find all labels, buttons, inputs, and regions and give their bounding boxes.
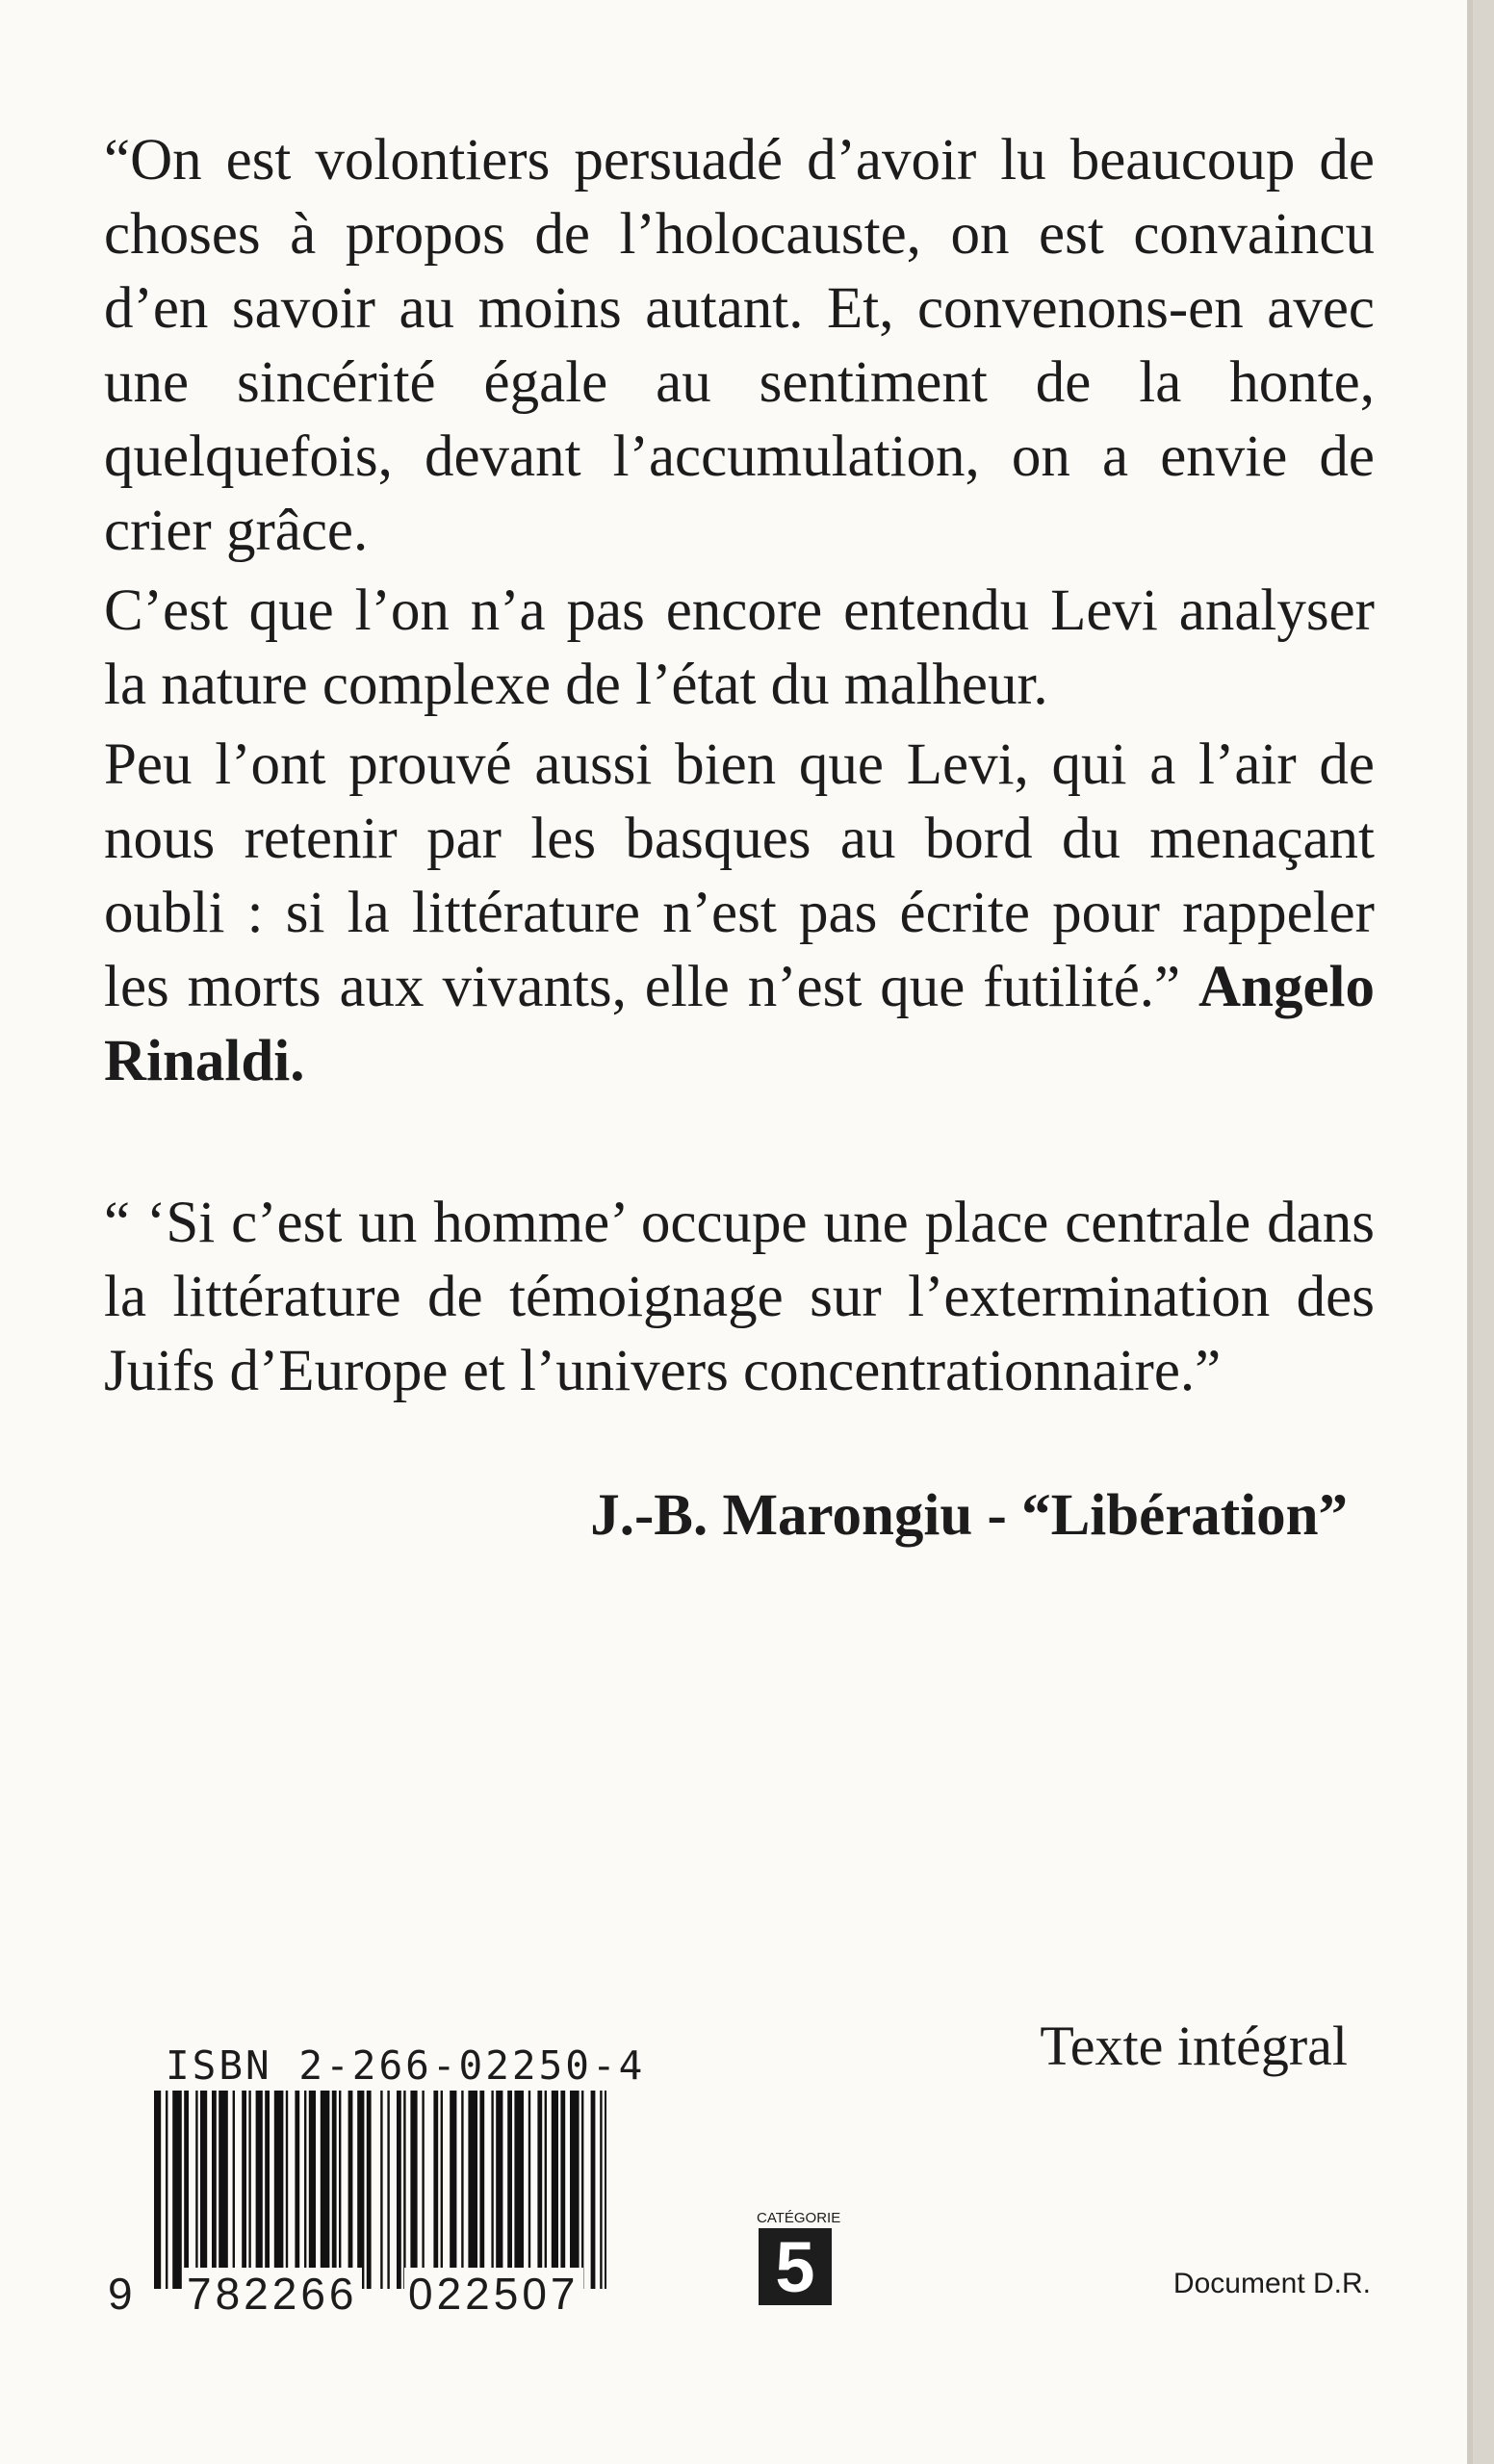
barcode-bar (605, 2091, 606, 2289)
ean-first-digit: 9 (108, 2269, 137, 2319)
barcode-bar (348, 2091, 353, 2289)
barcode-bar (496, 2091, 502, 2289)
barcode-bar (422, 2091, 424, 2289)
barcode-bar (172, 2091, 182, 2289)
liberation-attribution: J.-B. Marongiu - “Libération” (590, 1483, 1348, 1548)
barcode-bar (491, 2091, 493, 2289)
barcode-bar (581, 2091, 583, 2289)
barcode-bar (212, 2091, 217, 2289)
barcode-bar (461, 2091, 463, 2289)
barcode-bar (286, 2091, 288, 2289)
quote-paragraph-3 (104, 728, 1375, 1098)
barcode-bar (304, 2091, 306, 2289)
barcode-bar (184, 2091, 189, 2289)
photo-credit: Document D.R. (1172, 2268, 1371, 2299)
category-label: CATÉGORIE (757, 2210, 841, 2226)
barcode-bar (321, 2091, 330, 2289)
barcode-bar (514, 2091, 524, 2289)
barcode-bar (339, 2091, 341, 2289)
barcode-bar (479, 2091, 484, 2289)
barcode-bar (433, 2091, 438, 2289)
barcode-bar (256, 2091, 263, 2289)
texte-integral-label: Texte intégral (1040, 2015, 1348, 2077)
barcode-bar (450, 2091, 456, 2289)
liberation-quote (104, 1186, 1375, 1414)
barcode-bar (570, 2091, 580, 2289)
barcode-bar (507, 2091, 512, 2289)
barcode-bar (248, 2091, 250, 2289)
barcode-bar (403, 2091, 405, 2289)
barcode-bar (410, 2091, 417, 2289)
category-number: 5 (759, 2228, 832, 2305)
barcode-bar (600, 2091, 602, 2289)
barcode-bar (367, 2091, 372, 2289)
barcode-bar (591, 2091, 596, 2289)
barcode-bar (166, 2091, 167, 2289)
barcode-bar (552, 2091, 558, 2289)
barcode-bar (387, 2091, 389, 2289)
barcode-bar (195, 2091, 197, 2289)
quote-author: Angelo Rinaldi. (104, 955, 1375, 1093)
barcode-bar (242, 2091, 246, 2289)
barcode-bar (309, 2091, 316, 2289)
barcode-bar (295, 2091, 299, 2289)
isbn-number: ISBN 2-266-02250-4 (166, 2042, 646, 2089)
category-badge (757, 2210, 841, 2307)
quote-paragraph-1: “On est volontiers persuadé d’avoir lu beaucoup de choses à propos de l’holocauste, on est convaincu d’en savoir au moins autant. Et, convenons-en avec une sincérité égale au sentiment de la honte, quelquefois, devant l’accumulation, on a envie de crier grâce. (104, 128, 1375, 563)
barcode-bar (154, 2091, 161, 2289)
barcode-bar (332, 2091, 337, 2289)
barcode-bar (219, 2091, 228, 2289)
barcode-bar (265, 2091, 270, 2289)
barcode-bar (537, 2091, 542, 2289)
barcode-bar (560, 2091, 565, 2289)
barcode-bar (528, 2091, 530, 2289)
barcode-bar (380, 2091, 382, 2289)
barcode-bar (233, 2091, 235, 2289)
barcode-icon (154, 2091, 606, 2289)
barcode-bar (545, 2091, 547, 2289)
barcode-bar (468, 2091, 477, 2289)
liberation-quote-text: “ ‘Si c’est un homme’ occupe une place centrale dans la littérature de témoignage sur l’extermination des Juifs d’Europe et l’univers concentrationnaire.” (104, 1191, 1375, 1403)
barcode-bar (357, 2091, 364, 2289)
quote-paragraph-3-text: Peu l’ont prouvé aussi bien que Levi, qui a l’air de nous retenir par les basques au bord du menaçant oubli : si la littérature n’est pas écrite pour rappeler les morts aux vivants, elle n’est que futilité.” (104, 732, 1375, 1019)
ean-left-digits: 782266 (183, 2268, 362, 2320)
barcode-bar (274, 2091, 284, 2289)
barcode-bar (397, 2091, 401, 2289)
barcode-bar (441, 2091, 443, 2289)
rinaldi-quote (104, 123, 1375, 1104)
ean-right-digits: 022507 (404, 2268, 583, 2320)
quote-paragraph-2: C’est que l’on n’a pas encore entendu Levi analyser la nature complexe de l’état du malheur. (104, 578, 1375, 717)
barcode-bar (200, 2091, 207, 2289)
